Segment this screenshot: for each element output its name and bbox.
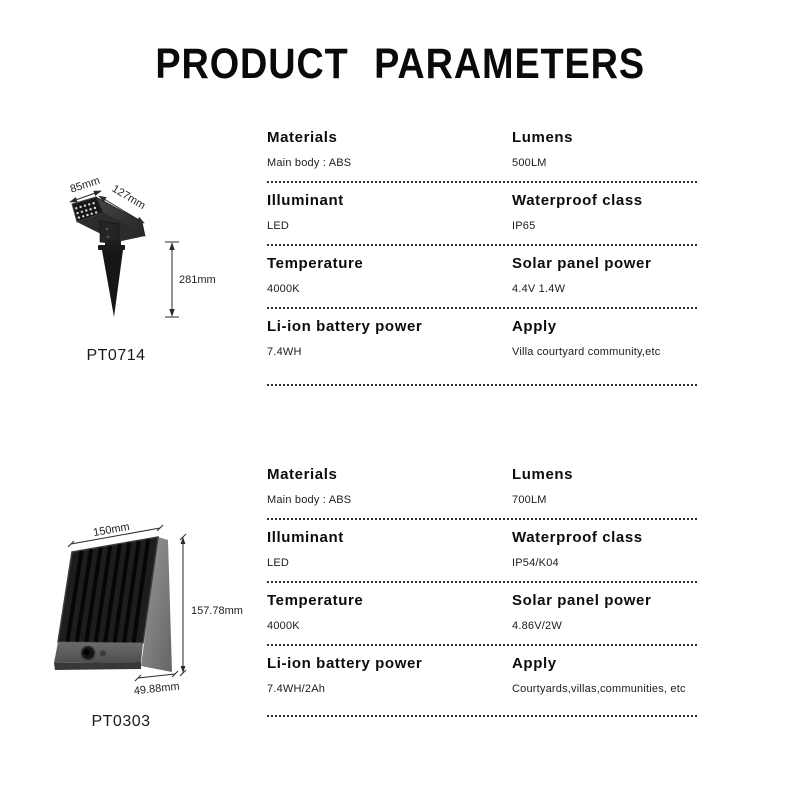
spec-label: Apply [512,655,557,672]
spec-label: Waterproof class [512,529,643,546]
dim-line-depth [135,671,178,681]
dim-height-label: 157.78mm [191,605,243,617]
spec-cell [512,129,697,169]
dim-height-label: 281mm [179,274,216,286]
spec-label: Illuminant [267,192,344,209]
spec-cell [512,655,697,695]
spike-flange [98,245,125,250]
spec-label: Solar panel power [512,592,652,609]
spec-label: Illuminant [267,529,344,546]
spec-cell [512,529,697,569]
spec-label: Materials [267,129,338,146]
spec-cell [267,129,512,169]
spec-value: LED [267,557,289,569]
spec-row [267,183,697,246]
spec-label: Li-ion battery power [267,655,423,672]
spec-value: Main body : ABS [267,494,352,506]
spec-value: 4.86V/2W [512,620,562,632]
spec-cell [267,466,512,506]
page-header [0,40,800,89]
spec-row [267,309,697,386]
spec-value: 4000K [267,620,300,632]
spec-value: 7.4WH [267,346,302,358]
spec-label: Li-ion battery power [267,318,423,335]
spec-row [267,457,697,520]
dim-line-height [180,534,186,676]
product-2-model: PT0303 [91,713,151,730]
spec-table-pt0714 [267,120,697,386]
spec-label: Lumens [512,129,574,146]
dim-width-label: 85mm [68,174,102,196]
spec-label: Materials [267,466,338,483]
spec-value: 7.4WH/2Ah [267,683,326,695]
spec-label: Temperature [267,592,364,609]
spec-row [267,520,697,583]
spec-cell [512,466,697,506]
spec-value: 4000K [267,283,300,295]
dim-width-label: 150mm [92,520,131,540]
spec-value: IP65 [512,220,536,232]
spec-cell [512,192,697,232]
spec-value: 4.4V 1.4W [512,283,566,295]
indicator-dot [100,651,106,657]
spec-value: Main body : ABS [267,157,352,169]
spec-value: 500LM [512,157,547,169]
spec-value: LED [267,220,289,232]
spec-cell [267,529,512,569]
spec-value: 700LM [512,494,547,506]
bracket-screw [107,236,110,239]
ground-spike [102,250,123,317]
spec-label: Apply [512,318,557,335]
spec-cell [267,655,512,695]
spec-label: Solar panel power [512,255,652,272]
dim-depth-label: 49.88mm [133,680,181,698]
spec-table-pt0303 [267,457,697,717]
spec-row [267,246,697,309]
spec-value: Courtyards,villas,communities, etc [512,683,686,695]
spec-row [267,583,697,646]
dim-line-height [165,242,179,317]
motion-sensor-lens [84,649,90,655]
spec-row [267,646,697,717]
lamp-bottom-lip [54,662,141,670]
spec-row [267,120,697,183]
product-1-model: PT0714 [86,347,146,364]
spec-cell [512,592,697,632]
product-1-illustration [45,160,255,375]
spec-label: Temperature [267,255,364,272]
spec-value: IP54/K04 [512,557,559,569]
dim-length-label: 127mm [109,182,148,213]
spec-cell [267,318,512,358]
bracket-screw [106,228,109,231]
spec-cell [267,592,512,632]
spec-value: Villa courtyard community,etc [512,346,661,358]
spec-cell [512,318,697,358]
lamp-bottom-band [54,642,143,663]
spec-cell [267,192,512,232]
product-2-illustration [38,493,253,738]
spec-cell [512,255,697,295]
page-title: PRODUCT PARAMETERS [155,40,645,88]
spec-label: Lumens [512,466,574,483]
spec-label: Waterproof class [512,192,643,209]
spec-cell [267,255,512,295]
